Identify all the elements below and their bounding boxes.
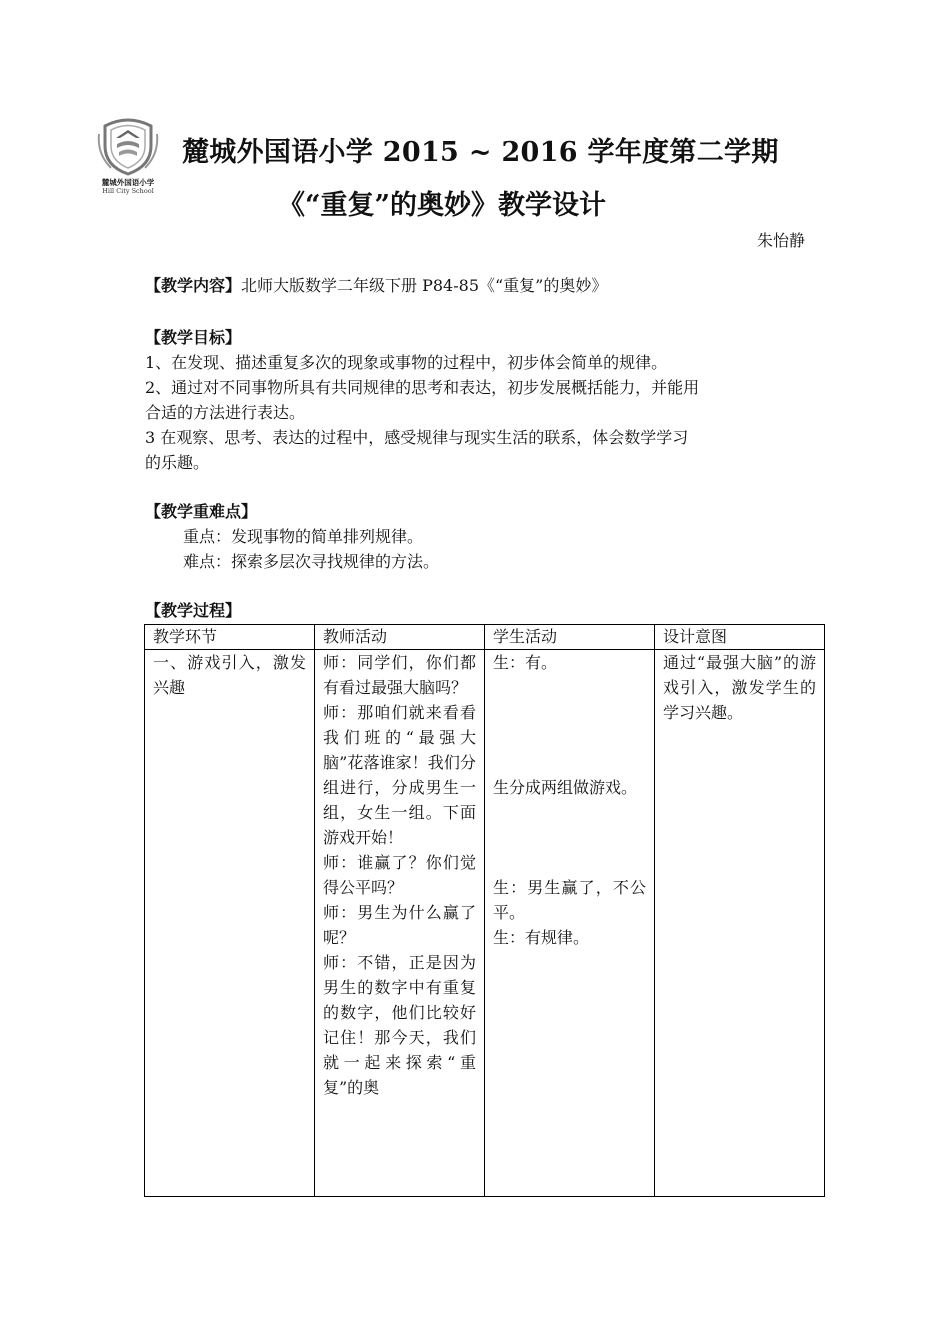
- goal-line: 合适的方法进行表达。: [145, 403, 306, 422]
- stage-text: 一、游戏引入，激发兴趣: [153, 653, 306, 697]
- logo-school-name-en: Hill City School: [102, 187, 154, 195]
- teaching-content-text: 北师大版数学二年级下册 P84-85《“重复”的奥妙》: [241, 276, 608, 295]
- teacher-line: 师：那咱们就来看看我们班的“最强大脑”花落谁家！我们分组进行，分成男生一组，女生一组。下面游戏开始！: [323, 703, 476, 847]
- student-line: 生：男生赢了，不公平。: [493, 878, 646, 922]
- intent-text: 通过“最强大脑”的游戏引入，激发学生的学习兴趣。: [663, 653, 816, 722]
- teaching-content-heading: 【教学内容】: [145, 276, 242, 295]
- document-subtitle: 《“重复”的奥妙》教学设计: [278, 190, 607, 221]
- teacher-line: 师：男生为什么赢了呢？: [323, 903, 476, 947]
- school-logo: [88, 112, 168, 208]
- school-crest-icon: [97, 112, 159, 178]
- process-table: [144, 624, 825, 1197]
- column-header-student: 学生活动: [485, 625, 655, 650]
- teaching-goals: [145, 325, 699, 475]
- teaching-content: [145, 273, 607, 298]
- intent-cell: [655, 650, 825, 1197]
- key-points-heading: 【教学重难点】: [145, 502, 258, 521]
- goal-line: 的乐趣。: [145, 453, 210, 472]
- teacher-line: 师：不错，正是因为男生的数字中有重复的数字，他们比较好记住！那今天，我们就一起来探索“重复”的奥: [323, 953, 476, 1097]
- student-line: 生：有规律。: [493, 928, 590, 947]
- key-point: 重点：发现事物的简单排列规律。: [183, 527, 424, 546]
- difficult-point: 难点：探索多层次寻找规律的方法。: [183, 552, 440, 571]
- document-title: 麓城外国语小学 2015 ~ 2016 学年度第二学期: [182, 137, 779, 168]
- teaching-goals-heading: 【教学目标】: [145, 328, 242, 347]
- teacher-line: 师：同学们，你们都有看过最强大脑吗？: [323, 653, 476, 697]
- goal-line: 1、在发现、描述重复多次的现象或事物的过程中，初步体会简单的规律。: [145, 353, 668, 372]
- stage-cell: [145, 650, 315, 1197]
- process-heading: 【教学过程】: [145, 601, 242, 620]
- author-name: 朱怡静: [756, 231, 805, 250]
- column-header-stage: 教学环节: [145, 625, 315, 650]
- logo-school-name: 麓城外国语小学: [101, 178, 155, 187]
- student-cell: [485, 650, 655, 1197]
- column-header-intent: 设计意图: [655, 625, 825, 650]
- student-line: 生：有。: [493, 653, 558, 672]
- table-header-row: [145, 625, 825, 650]
- student-line: 生分成两组做游戏。: [493, 778, 638, 797]
- goal-line: 2、通过对不同事物所具有共同规律的思考和表达，初步发展概括能力，并能用: [145, 378, 700, 397]
- teacher-line: 师：谁赢了？你们觉得公平吗？: [323, 853, 476, 897]
- teacher-cell: [315, 650, 485, 1197]
- table-row: [145, 650, 825, 1197]
- goal-line: 3 在观察、思考、表达的过程中，感受规律与现实生活的联系，体会数学学习: [145, 428, 689, 447]
- key-difficult-points: [145, 499, 439, 574]
- column-header-teacher: 教师活动: [315, 625, 485, 650]
